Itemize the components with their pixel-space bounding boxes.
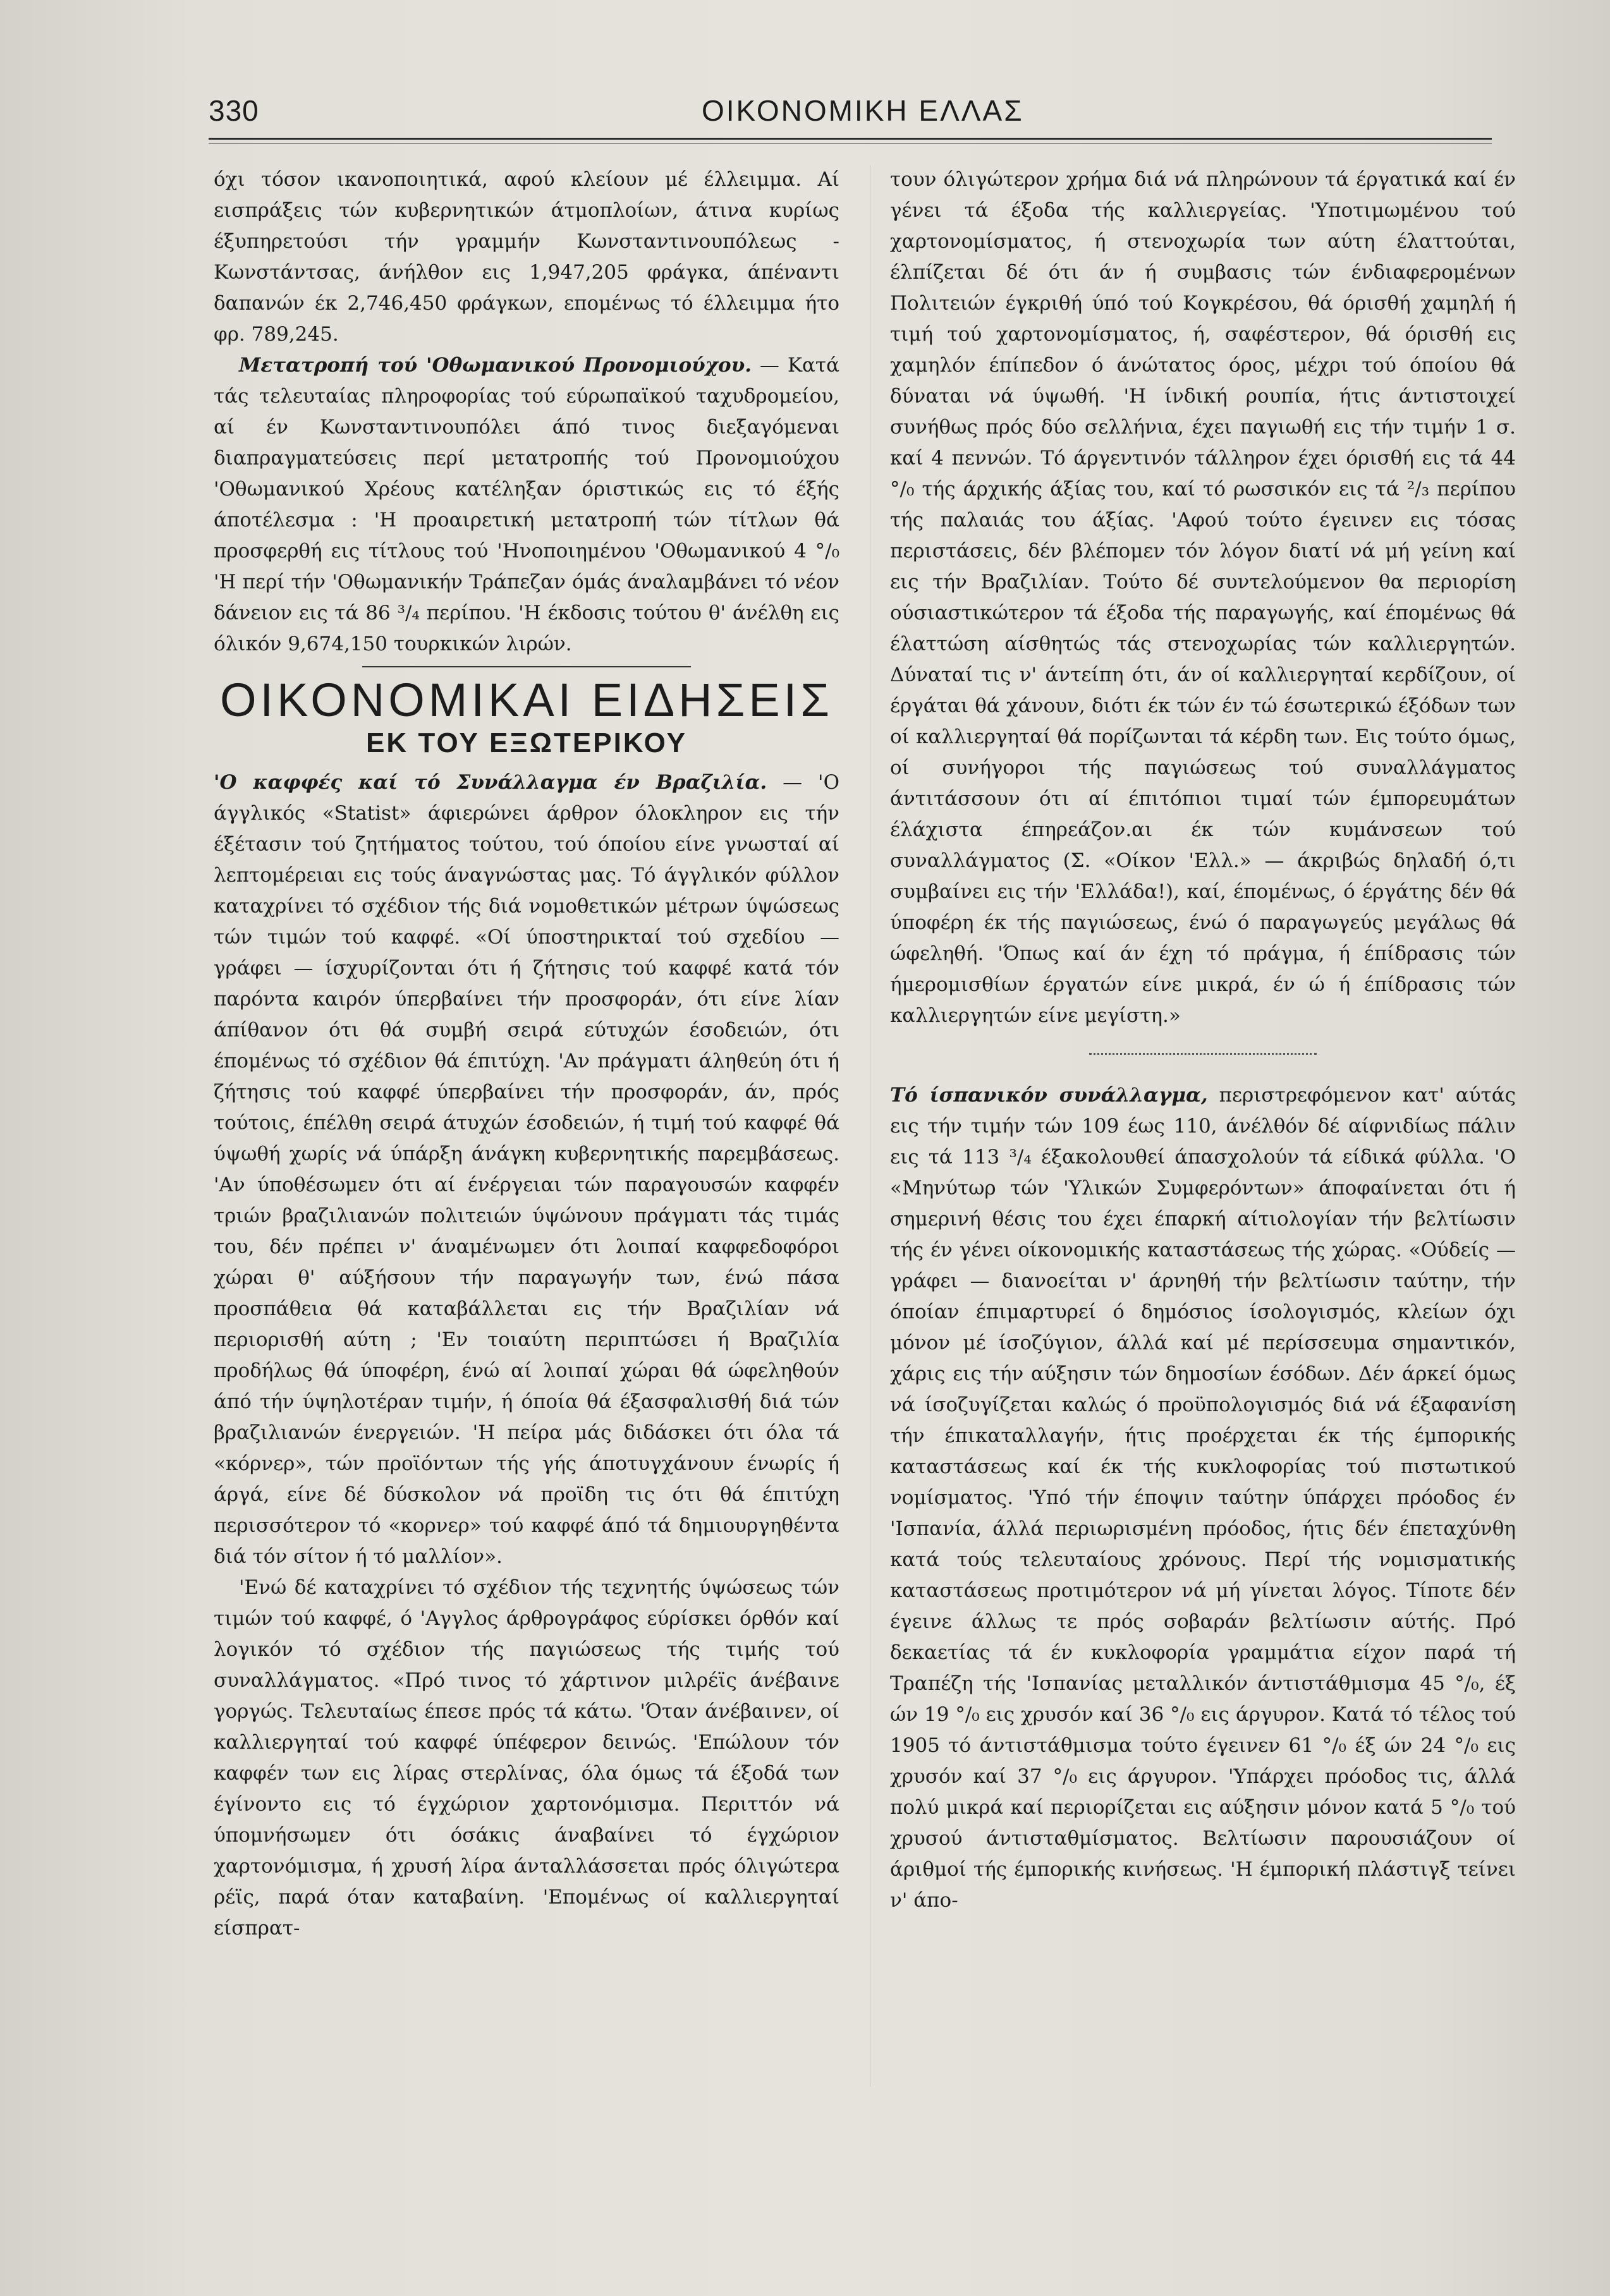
right-column [890,164,1516,1916]
ornamental-divider [1089,1053,1317,1055]
paragraph-ottoman-debt [214,350,839,660]
subhead-ottoman-debt: Μετατροπή τού 'Οθωμανικού Προνομιούχου. [239,354,752,377]
section-subtitle: ΕΚ ΤΟΥ ΕΞΩΤΕΡΙΚΟΥ [366,727,687,758]
section-divider [362,666,691,667]
left-column [214,164,839,1944]
text-spanish-exchange: περιστρεφόμενον κατ' αύτάς εις τήν τιμήν τών 109 έως 110, άνέλθόν δέ αίφνιδίως πάλιν εις τά 113 ³/₄ έξακολουθεί άπασχολούν τά είδικά φύλλα. 'Ο «Μηνύτωρ τών 'Υλικών Συμφερόντων» άποφαίνεται ότι ή σημερινή θέσις του έχει έπαρκή αίτιολογίαν τήν βελτίωσιν τής έν γένει οίκονομικής καταστάσεως τής χώρας. «Ούδείς — γράφει — διανοείται ν' άρνηθή τήν βελτίωσιν ταύτην, τήν όποίαν έπιμαρτυρεί ό δημόσιος ίσολογισμός, κλείων όχι μόνον μέ ίσοζύγιον, άλλά καί μέ περίσσευμα σημαντικόν, χάρις εις τήν αύξησιν τών δημοσίων έσόδων. Δέν άρκεί όμως νά ίσοζυγίζεται καλώς ό προϋπολογισμός διά νά έξαφανίση τήν έπικαταλλαγήν, ήτις προέρχεται έκ τής έμπορικής καταστάσεως καί έκ τής κυκλοφορίας τού πιστωτικού νομίσματος. 'Υπό τήν έποψιν ταύτην ύπάρχει πρόοδος έν 'Ισπανία, άλλά περιωρισμένη πρόοδος, ήτις δέν έπεταχύνθη κατά τούς τελευταίους χρόνους. Περί τής νομισματικής καταστάσεως προτιμότερον νά μή γίνεται λόγος. Τίποτε δέν έγεινε άλλως τε πρός σοβαράν βελτίωσιν αύτής. Πρό δεκαετίας τά έν κυκλοφορία γραμμάτια είχον παρά τή Τραπέζη τής 'Ισπανίας μεταλλικόν άντιστάθμισμα 45 °/₀, έξ ών 19 °/₀ εις χρυσόν καί 36 °/₀ εις άργυρον. Κατά τό τέλος τού 1905 τό άντιστάθμισμα τούτο έγεινεν 61 °/₀ έξ ών 24 °/₀ εις χρυσόν καί 37 °/₀ εις άργυρον. 'Υπάρχει πρόοδος τις, άλλά πολύ μικρά καί περιορίζεται εις αύξησιν μόνον κατά 5 °/₀ τού χρυσού άντισταθμίσματος. Βελτίωσιν παρουσιάζουν οί άριθμοί τής έμπορικής κινήσεως. 'Η έμπορική πλάστιγξ τείνει ν' άπο- [890,1084,1516,1912]
text-ottoman-debt: — Κατά τάς τελευταίας πληροφορίας τού εύρωπαϊκού ταχυδρομείου, αί έν Κωνσταντινουπόλει άπό τινος διεξαγόμεναι διαπραγματεύσεις περί μετατροπής τού Προνομιούχου 'Οθωμανικού Χρέους κατέληξαν όριστικώς εις τό έξής άποτέλεσμα : 'Η προαιρετική μετατροπή τών τίτλων θά προσφερθή εις τίτλους τού 'Ηνοποιημένου 'Οθωμανικού 4 °/₀ 'Η περί τήν 'Οθωμανικήν Τράπεζαν όμάς άναλαμβάνει τό νέον δάνειον εις τά 86 ³/₄ περίπου. 'Η έκδοσις τούτου θ' άνέλθη εις όλικόν 9,674,150 τουρκικών λιρών. [214,354,840,655]
running-head: ΟΙΚΟΝΟΜΙΚΗ ΕΛΛΑΣ [702,94,1024,127]
paragraph-exchange-stabilization: 'Ενώ δέ καταχρίνει τό σχέδιον τής τεχνητής ύψώσεως τών τιμών τού καφφέ, ό 'Αγγλος άρθρογράφος εύρίσκει όρθόν καί λογικόν τό σχέδιον τής παγιώσεως τής τιμής τού συναλλάγματος. «Πρό τινος τό χάρτινον μιλρέϊς άνέβαινε γοργώς. Τελευταίως έπεσε πρός τά κάτω. 'Όταν άνέβαινεν, οί καλλιεργηταί τού καφφέ ύπέφερον δεινώς. 'Επώλουν τόν καφφέν των εις λίρας στερλίνας, όλα όμως τά έξοδά των έγίνοντο εις τό έγχώριον χαρτονόμισμα. Περιττόν νά ύπομνήσωμεν ότι όσάκις άναβαίνει τό έγχώριον χαρτονόμισμα, ή χρυσή λίρα άνταλλάσσεται πρός όλιγώτερα ρέϊς, παρά όταν καταβαίνη. 'Επομένως οί καλλιεργηταί είσπρατ- [214,1576,839,1940]
section-title: ΟΙΚΟΝΟΜΙΚΑΙ ΕΙΔΗΣΕΙΣ [220,674,833,726]
paragraph-spanish-exchange [890,1080,1516,1916]
paragraph-deficit: όχι τόσον ικανοποιητικά, αφού κλείουν μέ έλλειμμα. Αί εισπράξεις τών κυβερνητικών άτμοπλοίων, άτινα κυρίως έξυπηρετούσι τήν γραμμήν Κωνσταντινουπόλεως - Κωνστάντσας, άνήλθον εις 1,947,205 φράγκα, άπέναντι δαπανών έκ 2,746,450 φράγκων, επομένως τό έλλειμμα ήτο φρ. 789,245. [214,168,839,346]
page-number: 330 [209,94,259,127]
paragraph-coffee-brazil [214,767,839,1572]
subhead-coffee-brazil: 'Ο καφφές καί τό Συνάλλαγμα έν Βραζιλία. [214,771,767,794]
text-coffee-brazil: — 'Ο άγγλικός «Statist» άφιερώνει άρθρον όλοκληρον εις τήν έξέτασιν τού ζητήματος τούτου, τού όποίου είνε γνωσταί αί λεπτομέρειαι εις τούς άναγνώστας μας. Τό άγγλικόν φύλλον καταχρίνει τό σχέδιον τής διά νομοθετικών μέτρων ύψώσεως τών τιμών τού καφφέ. «Οί ύποστηρικταί τού σχεδίου — γράφει — ίσχυρίζονται ότι ή ζήτησις τού καφφέ κατά τόν παρόντα καιρόν ύπερβαίνει τήν προσφοράν, ότι είνε λίαν άπίθανον ότι θά συμβή σειρά εύτυχών έσοδειών, ότι έπομένως τό σχέδιον θά έπιτύχη. 'Αν πράγματι άληθεύη ότι ή ζήτησις τού καφφέ ύπερβαίνει τήν προσφοράν, άν, πρός τούτοις, έπέλθη σειρά άτυχών έσοδειών, ή τιμή τού καφφέ θά ύψωθή χωρίς νά ύπάρξη άνάγκη κυβερνητικής παρεμβάσεως. 'Αν ύποθέσωμεν ότι αί ένέργειαι τών παραγουσών καφφέν τριών βραζιλιανών πολιτειών ύψώνουν πράγματι τάς τιμάς του, δέν πρέπει ν' άναμένωμεν ότι λοιπαί καφφεδοφόροι χώραι θ' αύξήσουν τήν παραγωγήν των, ένώ πάσα προσπάθεια θά καταβάλλεται εις τήν Βραζιλίαν νά περιορισθή αύτη ; 'Εν τοιαύτη περιπτώσει ή Βραζιλία προδήλως θά ύποφέρη, ένώ αί λοιπαί χώραι θά ώφεληθούν άπό τήν ύψηλοτέραν τιμήν, ή όποία θά έξασφαλισθή διά τών βραζιλιανών ένεργειών. 'Η πείρα μάς διδάσκει ότι όλα τά «κόρνερ», τών προϊόντων τής γής άποτυγχάνουν ένωρίς ή άργά, είνε δέ δύσκολον νά προϊδη τις ότι θά έπιτύχη περισσότερον τό «κορνερ» τού καφφέ άπό τά δημιουργηθέντα διά τόν σίτον ή τό μαλλίον». [214,771,839,1568]
header-rule [209,138,1492,140]
subhead-spanish-exchange: Τό ίσπανικόν συνάλλαγμα, [890,1084,1208,1107]
page-header [209,94,1492,138]
paragraph-continuation: τουν όλιγώτερον χρήμα διά νά πληρώνουν τά έργατικά καί έν γένει τά έξοδα τής καλλιεργείας. 'Υποτιμωμένου τού χαρτονομίσματος, ή στενοχωρία των αύτη έλαττούται, έλπίζεται δέ ότι άν ή συμβασις τών ένδιαφερομένων Πολιτειών έγκριθή ύπό τού Κογκρέσου, θά όρισθή χαμηλή ή τιμή τού χαρτονομίσματος, ή, σαφέστερον, θά όρισθή εις χαμηλόν έπίπεδον ό άνώτατος όρος, μέχρι τού όποίου θά δύναται νά ύψωθή. 'Η ίνδική ρουπία, ήτις άντιστοιχεί συνήθως πρός δύο σελλήνια, έχει παγιωθή εις τήν τιμήν 1 σ. καί 4 πεννών. Τό άργεντινόν τάλληρον έχει όρισθή εις τά 44 °/₀ τής άρχικής άξίας του, καί τό ρωσσικόν εις τά ²/₃ περίπου τής παλαιάς του άξίας. 'Αφού τούτο έγεινεν εις τόσας περιστάσεις, δέν βλέπομεν τόν λόγον διατί νά μή γείνη καί εις τήν Βραζιλίαν. Τούτο δέ συντελούμενον θα περιορίση ούσιαστικώτερον τά έξοδα τής παραγωγής, καί έπομένως θά έλαττώση αίσθητώς τάς στενοχωρίας τών καλλιεργητών. Δύναταί τις ν' άντείπη ότι, άν οί καλλιεργηταί κερδίζουν, οί έργάται θά χάνουν, διότι έκ τών έν τώ έσωτερικώ έξόδων των οί καλλιεργηταί θά πορίζωνται τά κέρδη των. Εις τούτο όμως, οί συνήγοροι τής παγιώσεως τού συναλλάγματος άντιτάσσουν ότι αί έπιτόπιοι τιμαί τών έμπορευμάτων έλάχιστα έπηρεάζον.αι έκ τών κυμάνσεων τού συναλλάγματος (Σ. «Οίκον 'Ελλ.» — άκριβώς δηλαδή ό,τι συμβαίνει εις τήν 'Ελλάδα!), καί, έπομένως, ό έργάτης δέν θά ύποφέρη έκ τής παγιώσεως, ένώ ό παραγωγεύς μεγάλως θά ώφεληθή. 'Όπως καί άν έχη τό πράγμα, ή έπίδρασις τών ήμερομισθίων έργατών είνε μικρά, έν ώ ή έπίδρασις τών καλλιεργητών είνε μεγίστη.» [890,168,1516,1027]
